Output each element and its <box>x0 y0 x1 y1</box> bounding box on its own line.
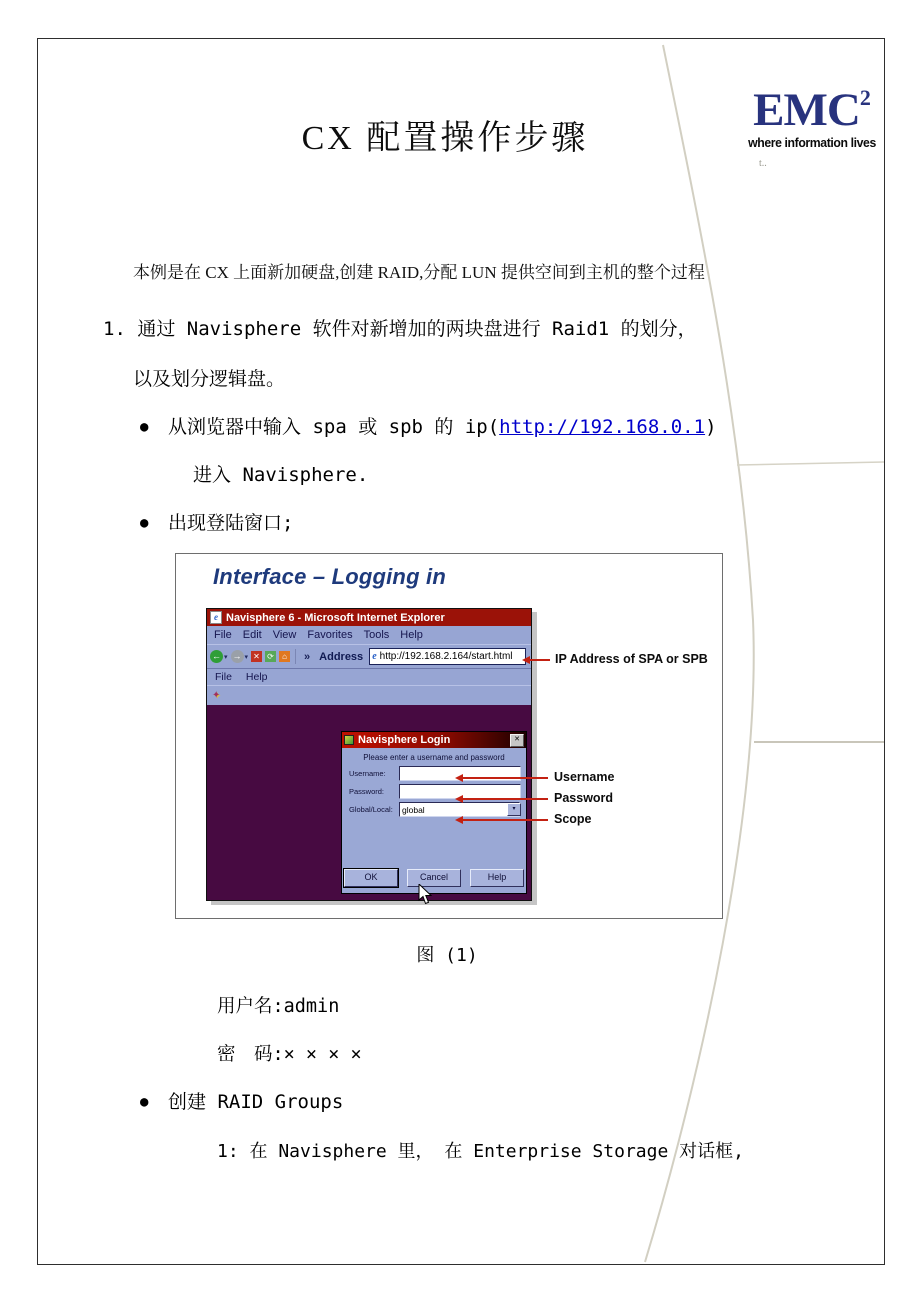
menu-help[interactable]: Help <box>400 629 423 641</box>
ie-titlebar <box>207 609 531 626</box>
toolbar-divider <box>295 649 296 664</box>
emc-logo-superscript: 2 <box>859 85 871 110</box>
username-label: Username: <box>349 769 386 778</box>
menu-file[interactable]: File <box>214 629 232 641</box>
password-annotation-label: Password <box>554 791 614 805</box>
bullet3-text: 创建 RAID Groups <box>168 1091 344 1113</box>
ie-browser-window <box>206 608 532 901</box>
mouse-cursor-icon <box>418 884 433 906</box>
ie-window-title: Navisphere 6 - Microsoft Internet Explorer <box>226 611 445 624</box>
intro-paragraph: 本例是在 CX 上面新加硬盘,创建 RAID,分配 LUN 提供空间到主机的整个过程 <box>133 263 705 282</box>
bullet-icon: ● <box>140 1094 149 1110</box>
bullet-icon: ● <box>140 419 149 435</box>
bullet1-line2: 进入 Navisphere. <box>193 464 369 486</box>
step1-line1: 1. 通过 Navisphere 软件对新增加的两块盘进行 Raid1 的划分， <box>103 318 697 340</box>
ip-annotation-label: IP Address of SPA or SPB <box>555 652 708 666</box>
menu-view[interactable]: View <box>272 629 297 641</box>
page-title: CX 配置操作步骤 <box>301 120 589 157</box>
login-dialog-titlebar <box>342 732 526 748</box>
menu-edit[interactable]: Edit <box>242 629 262 641</box>
bullet-browser-ip <box>140 412 717 439</box>
scope-row <box>349 803 521 816</box>
ie-menubar <box>207 626 531 644</box>
menu-tools[interactable]: Tools <box>363 629 390 641</box>
bullet1-text-pre: 从浏览器中输入 spa 或 spb 的 ip( <box>168 416 500 438</box>
menu-favorites[interactable]: Favorites <box>307 629 353 641</box>
refresh-icon[interactable]: ⟳ <box>265 651 276 662</box>
address-input[interactable] <box>369 648 526 665</box>
emc-logo <box>737 74 887 169</box>
scope-dropdown-icon[interactable]: ▾ <box>507 803 521 816</box>
password-credential-line: 密 码:× × × × <box>217 1044 362 1065</box>
help-button[interactable]: Help <box>470 869 524 887</box>
home-icon[interactable]: ⌂ <box>279 651 290 662</box>
bullet1-text-post: ) <box>705 416 717 438</box>
forward-icon[interactable]: → <box>232 651 242 661</box>
emc-logo-brand: EMC$^2$ <box>753 84 871 136</box>
ip-hyperlink[interactable]: http://192.168.0.1 <box>499 416 706 438</box>
bullet-create-raid-groups <box>140 1087 343 1114</box>
scope-label: Global/Local: <box>349 805 393 814</box>
page-favicon-icon: e <box>372 651 377 662</box>
close-icon[interactable]: ✕ <box>510 734 524 747</box>
scope-callout-arrow <box>463 819 548 821</box>
bullet2-text: 出现登陆窗口; <box>168 512 294 534</box>
ip-callout-arrow <box>530 659 550 661</box>
cancel-button[interactable]: Cancel <box>407 869 461 887</box>
figure-login-screenshot <box>175 553 723 919</box>
username-callout-arrow <box>463 777 548 779</box>
stop-icon[interactable]: ✕ <box>251 651 262 662</box>
figure-caption: 图 (1) <box>416 945 478 966</box>
navisphere-menubar <box>207 668 531 685</box>
bullet-icon: ● <box>140 515 149 531</box>
password-callout-arrow <box>463 798 548 800</box>
login-prompt: Please enter a username and password <box>363 753 505 762</box>
app-menu-help[interactable]: Help <box>245 671 268 683</box>
password-row <box>349 785 521 798</box>
login-dialog-buttons <box>342 869 526 887</box>
substep-line: 1: 在 Navisphere 里， 在 Enterprise Storage 对话框, <box>217 1141 744 1162</box>
scope-combobox[interactable]: global <box>399 802 520 817</box>
toolbar-overflow-chevron[interactable]: » <box>304 650 311 663</box>
back-dropdown-icon[interactable]: ▾ <box>224 653 228 661</box>
scan-artifact-mark: t.. <box>759 158 767 169</box>
password-label: Password: <box>349 787 385 796</box>
slide-heading: Interface – Logging in <box>213 564 446 589</box>
navisphere-tool-icon[interactable]: ✦ <box>212 690 221 701</box>
step1-line2: 以及划分逻辑盘。 <box>133 368 286 390</box>
navisphere-toolbar <box>207 685 531 705</box>
address-label: Address <box>319 650 364 663</box>
bullet-login-window <box>140 508 293 535</box>
ok-button[interactable]: OK <box>344 869 398 887</box>
address-url: http://192.168.2.164/start.html <box>379 651 513 662</box>
app-menu-file[interactable]: File <box>215 671 232 683</box>
navisphere-login-dialog <box>341 731 527 894</box>
forward-dropdown-icon[interactable]: ▾ <box>244 653 249 661</box>
ie-document-icon: e <box>210 611 222 624</box>
ie-toolbar <box>207 644 531 668</box>
login-dialog-title: Navisphere Login <box>358 734 451 746</box>
username-credential-line: 用户名:admin <box>217 996 340 1017</box>
back-icon[interactable]: ← <box>212 651 221 661</box>
emc-logo-tagline: where information lives <box>748 136 876 150</box>
scope-annotation-label: Scope <box>554 812 592 826</box>
login-dialog-icon <box>344 735 354 745</box>
username-annotation-label: Username <box>554 770 615 784</box>
